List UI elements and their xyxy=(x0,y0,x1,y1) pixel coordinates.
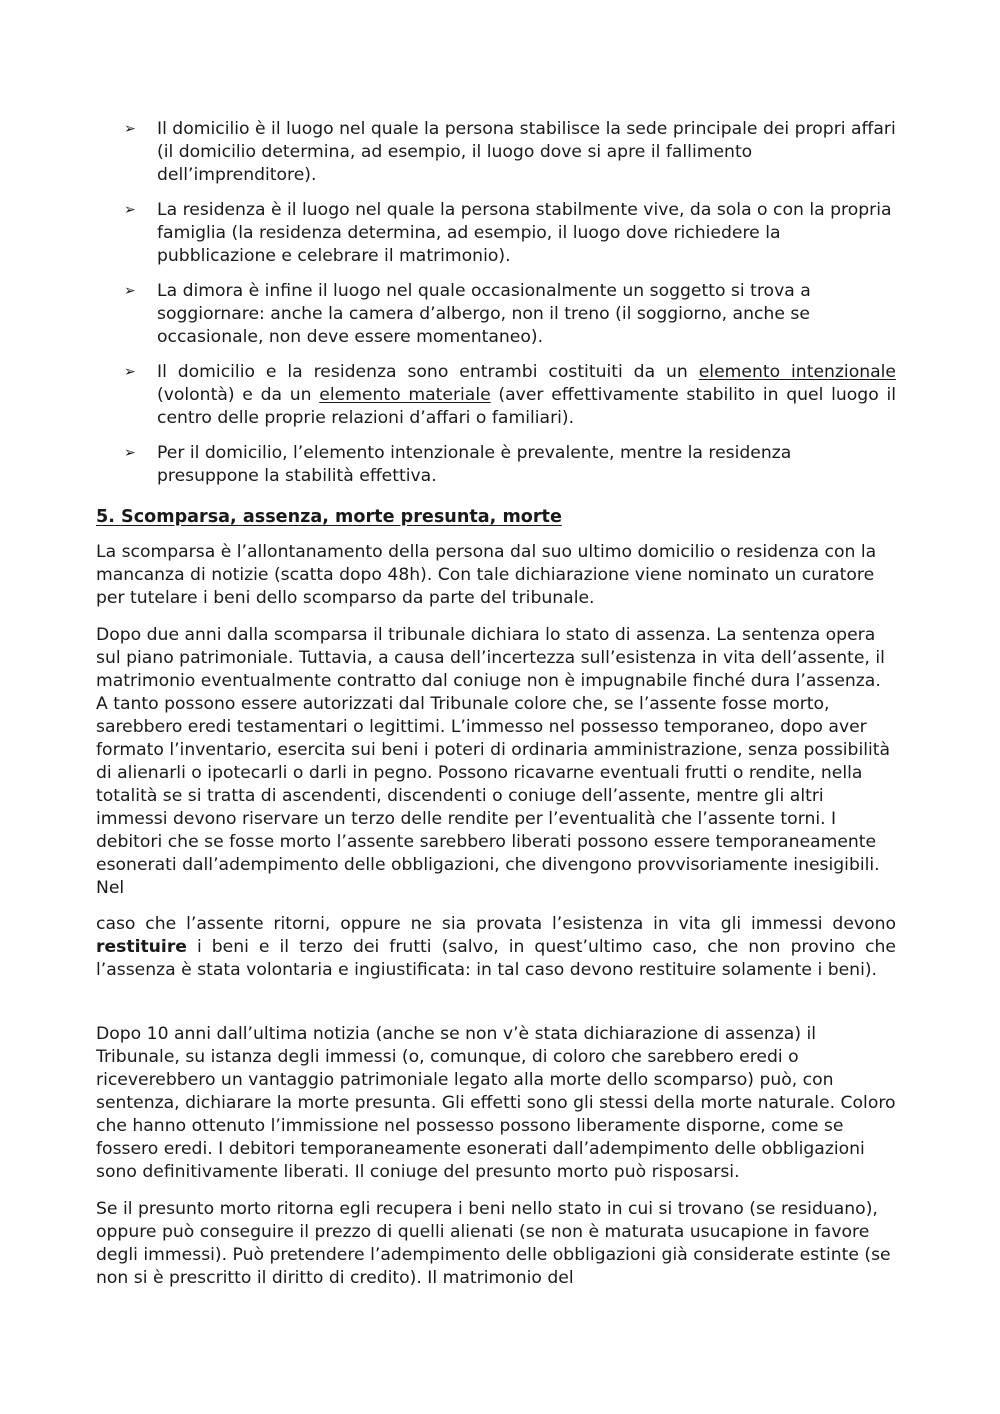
bullet-item-elementi xyxy=(96,361,896,430)
arrow-bullet-icon: ➢ xyxy=(124,202,136,218)
paragraph-morte-presunta: Dopo 10 anni dall’ultima notizia (anche se non v’è stata dichiarazione di assenza) il Tribunale, su istanza degli immessi (o, comunque, di coloro che sarebbero eredi o riceverebbero un vantaggio patrimoniale legato alla morte dello scomparso) può, con sentenza, dichiarare la morte presunta. Gli effetti sono gli stessi della morte naturale. Coloro che hanno ottenuto l’immissione nel possesso possono liberamente disporne, come se fossero eredi. I debitori temporaneamente esonerati dall’adempimento delle obbligazioni sono definitivamente liberati. Il coniuge del presunto morto può risposarsi. xyxy=(96,1024,896,1182)
paragraph-text: i beni e il terzo dei frutti (salvo, in quest’ultimo caso, che non provino che l’assenza è stata volontaria e ingiustificata: in tal caso devono restituire solamente i beni). xyxy=(96,937,896,980)
paragraph-ritorno-assente xyxy=(96,913,896,982)
paragraph-text: caso che l’assente ritorni, oppure ne sia provata l’esistenza in vita gli immessi devono xyxy=(96,914,896,934)
bullet-text: La dimora è infine il luogo nel quale occasionalmente un soggetto si trova a soggiornare: anche la camera d’albergo, non il treno (il soggiorno, anche se occasionale, non deve essere momentaneo). xyxy=(157,281,811,347)
bullet-text: Il domicilio e la residenza sono entrambi costituiti da un xyxy=(157,362,699,382)
bullet-list xyxy=(96,118,896,500)
bullet-item-residenza xyxy=(96,199,896,268)
paragraph-scomparsa: La scomparsa è l’allontanamento della persona dal suo ultimo domicilio o residenza con la mancanza di notizie (scatta dopo 48h). Con tale dichiarazione viene nominato un curatore per tutelare i beni dello scomparso da parte del tribunale. xyxy=(96,542,877,608)
paragraph-ritorno-presunto-morto: Se il presunto morto ritorna egli recupera i beni nello stato in cui si trovano (se residuano), oppure può conseguire il prezzo di quelli alienati (se non è maturata usucapione in favore degli immessi). Può pretendere l’adempimento delle obbligazioni già considerate estinte (se non si è prescritto il diritto di credito). Il matrimonio del xyxy=(96,1199,891,1288)
bullet-text: Per il domicilio, l’elemento intenzionale è prevalente, mentre la residenza presuppone la stabilità effettiva. xyxy=(157,443,792,486)
bullet-text: (aver effettivamente stabilito in quel luogo il centro delle proprie relazioni d’affari o familiari). xyxy=(157,385,896,428)
bold-term: restituire xyxy=(96,937,187,957)
arrow-bullet-icon: ➢ xyxy=(124,283,136,299)
arrow-bullet-icon: ➢ xyxy=(124,121,136,137)
arrow-bullet-icon: ➢ xyxy=(124,445,136,461)
bullet-text: Il domicilio è il luogo nel quale la persona stabilisce la sede principale dei propri affari (il domicilio determina, ad esempio, il luogo dove si apre il fallimento dell’imprenditore). xyxy=(157,119,896,185)
arrow-bullet-icon: ➢ xyxy=(124,364,136,380)
bullet-item-domicilio xyxy=(96,118,896,187)
bullet-item-prevalenza xyxy=(96,442,896,488)
section-heading: 5. Scomparsa, assenza, morte presunta, morte xyxy=(96,507,562,527)
paragraph-assenza: Dopo due anni dalla scomparsa il tribunale dichiara lo stato di assenza. La sentenza opera sul piano patrimoniale. Tuttavia, a causa dell’incertezza sull’esistenza in vita dell’assente, il matrimonio eventualmente contratto dal coniuge non è impugnabile finché dura l’assenza. A tanto possono essere autorizzati dal Tribunale colore che, se l’assente fosse morto, sarebbero eredi testamentari o legittimi. L’immesso nel possesso temporaneo, dopo aver formato l’inventario, esercita sui beni i poteri di ordinaria amministrazione, senza possibilità di alienarli o ipotecarli o darli in pegno. Possono ricavarne eventuali frutti o rendite, nella totalità se si tratta di ascendenti, discendenti o coniuge dell’assente, mentre gli altri immessi devono riservare un terzo delle rendite per l’eventualità che l’assente torni. I debitori che se fosse morto l’assente sarebbero liberati possono essere temporaneamente esonerati dall’adempimento delle obbligazioni, che divengono provvisoriamente inesigibili. Nel xyxy=(96,625,891,898)
underlined-term: elemento materiale xyxy=(319,385,491,405)
underlined-term: elemento intenzionale xyxy=(698,362,896,382)
bullet-item-dimora xyxy=(96,280,896,349)
bullet-text: (volontà) e da un xyxy=(157,385,320,405)
bullet-text: La residenza è il luogo nel quale la persona stabilmente vive, da sola o con la propria famiglia (la residenza determina, ad esempio, il luogo dove richiedere la pubblicazione e celebrare il matrimonio). xyxy=(157,200,892,266)
